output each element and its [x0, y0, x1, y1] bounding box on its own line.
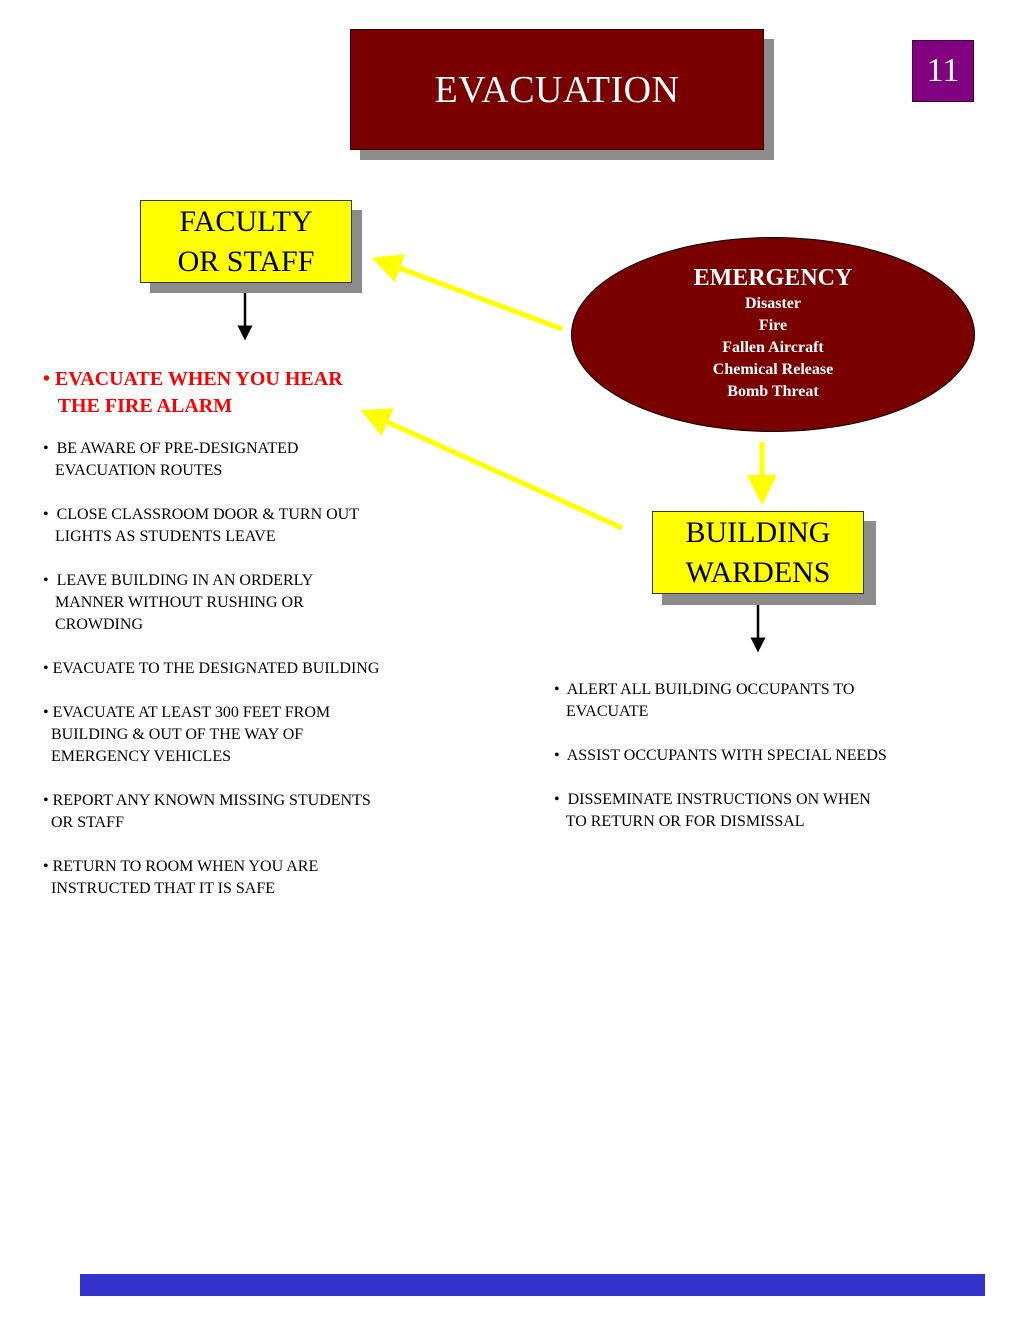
action-line: • EVACUATE WHEN YOU HEAR	[43, 368, 343, 390]
emergency-item: Fire	[758, 317, 788, 334]
action-line: • REPORT ANY KNOWN MISSING STUDENTS	[43, 792, 371, 809]
action-line: • EVACUATE AT LEAST 300 FEET FROM	[43, 704, 331, 721]
emergency-item: Disaster	[745, 295, 801, 312]
arrow-emergency-to-faculty	[386, 263, 562, 329]
faculty-action-item	[43, 702, 453, 768]
faculty-action-list	[43, 366, 453, 900]
faculty-staff-box	[140, 200, 352, 283]
page-number-badge: 11	[912, 40, 974, 102]
faculty-action-item	[43, 438, 453, 482]
action-line: • RETURN TO ROOM WHEN YOU ARE	[43, 858, 319, 875]
wardens-box-line2: WARDENS	[685, 555, 831, 589]
warden-action-list	[554, 679, 974, 833]
faculty-box-line2: OR STAFF	[177, 244, 315, 278]
action-line: CROWDING	[43, 616, 143, 633]
action-line: OR STAFF	[43, 814, 124, 831]
action-line: TO RETURN OR FOR DISMISSAL	[554, 813, 805, 830]
action-line: EVACUATE	[554, 703, 649, 720]
page-title: EVACUATION	[434, 68, 680, 111]
action-line: THE FIRE ALARM	[43, 395, 233, 417]
faculty-action-item	[43, 856, 453, 900]
faculty-action-item	[43, 366, 453, 420]
action-line: • CLOSE CLASSROOM DOOR & TURN OUT	[43, 506, 360, 523]
emergency-item: Chemical Release	[712, 361, 834, 378]
emergency-ellipse	[571, 237, 975, 432]
wardens-box-line1: BUILDING	[685, 515, 831, 549]
faculty-action-item	[43, 790, 453, 834]
action-line: • EVACUATE TO THE DESIGNATED BUILDING	[43, 660, 380, 677]
faculty-box-line1: FACULTY	[179, 204, 313, 238]
action-line: EVACUATION ROUTES	[43, 462, 223, 479]
warden-action-item	[554, 789, 974, 833]
action-line: • BE AWARE OF PRE-DESIGNATED	[43, 440, 299, 457]
faculty-action-item	[43, 504, 453, 548]
action-line: MANNER WITHOUT RUSHING OR	[43, 594, 304, 611]
building-wardens-box	[652, 511, 864, 594]
faculty-action-item	[43, 570, 453, 636]
action-line: • ASSIST OCCUPANTS WITH SPECIAL NEEDS	[554, 747, 887, 764]
action-line: • LEAVE BUILDING IN AN ORDERLY	[43, 572, 314, 589]
emergency-item: Bomb Threat	[727, 383, 819, 400]
emergency-item: Fallen Aircraft	[722, 339, 824, 356]
action-line: EMERGENCY VEHICLES	[43, 748, 231, 765]
warden-action-item	[554, 679, 974, 723]
faculty-action-item	[43, 658, 453, 680]
warden-action-item	[554, 745, 974, 767]
action-line: LIGHTS AS STUDENTS LEAVE	[43, 528, 276, 545]
action-line: • DISSEMINATE INSTRUCTIONS ON WHEN	[554, 791, 871, 808]
action-line: INSTRUCTED THAT IT IS SAFE	[43, 880, 276, 897]
emergency-title: EMERGENCY	[693, 265, 853, 291]
action-line: BUILDING & OUT OF THE WAY OF	[43, 726, 304, 743]
footer-bar	[80, 1274, 985, 1296]
action-line: • ALERT ALL BUILDING OCCUPANTS TO	[554, 681, 855, 698]
